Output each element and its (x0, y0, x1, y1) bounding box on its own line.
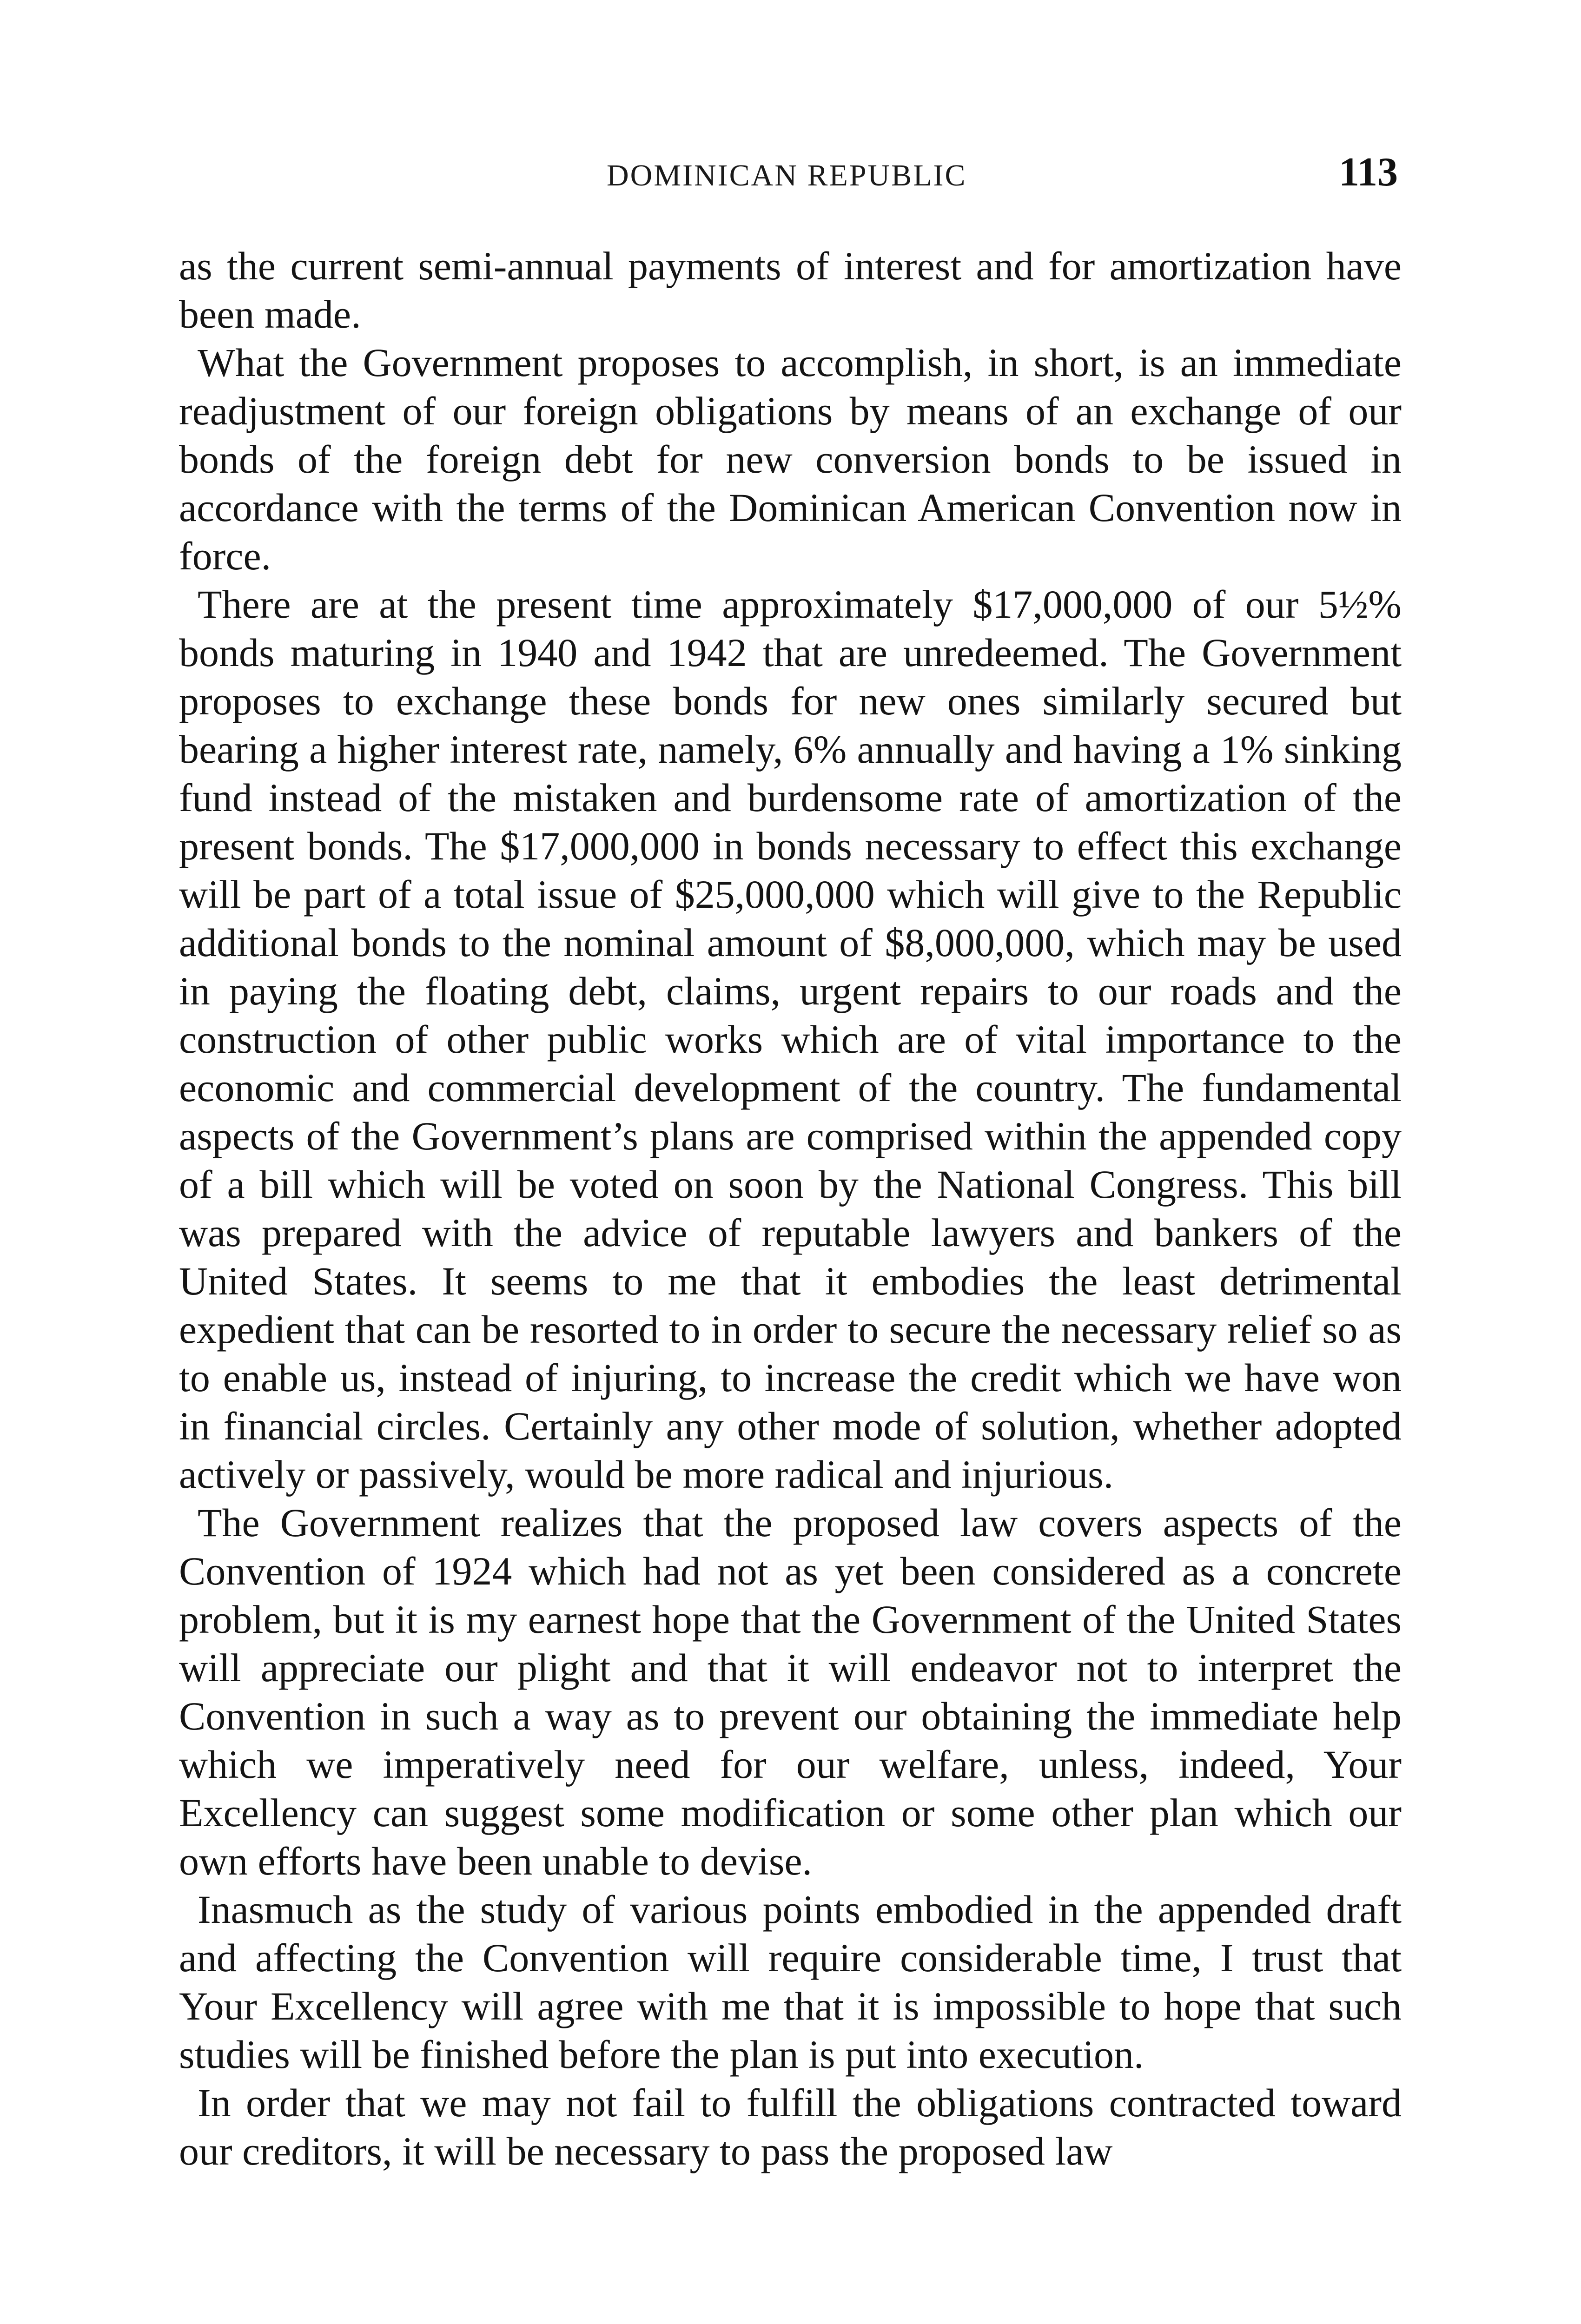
paragraph-continuation: as the current semi-annual payments of interest and for amortization have been made. (179, 244, 1402, 337)
paragraph: The Government realizes that the proposed law covers aspects of the Convention of 1924 which had not as yet been considered as a concrete problem, but it is my earnest hope that the Government of the United States will appreciate our plight and that it will endeavor not to interpret the Convention in such a way as to prevent our obtaining the immediate help which we imperatively need for our welfare, unless, indeed, Your Excellency can suggest some modification or some other plan which our own efforts have been unable to devise. (179, 1500, 1402, 1883)
running-head: DOMINICAN REPUBLIC (607, 158, 967, 192)
page-header (0, 150, 1581, 209)
page-number: 113 (1339, 150, 1398, 195)
paragraph: What the Government proposes to accomplish, in short, is an immediate readjustment of our foreign obligations by means of an exchange of our bonds of the foreign debt for new conversion bonds to be issued in accordance with the terms of the Dominican American Convention now in force. (179, 340, 1402, 578)
paragraph: There are at the present time approximately $17,000,000 of our 5½% bonds maturing in 1940 and 1942 that are unredeemed. The Government proposes to exchange these bonds for new ones similarly secured but bearing a higher interest rate, namely, 6% annually and having a 1% sinking fund instead of the mistaken and burdensome rate of amortization of the present bonds. The $17,000,000 in bonds necessary to effect this exchange will be part of a total issue of $25,000,000 which will give to the Republic additional bonds to the nominal amount of $8,000,000, which may be used in paying the floating debt, claims, urgent repairs to our roads and the construction of other public works which are of vital importance to the economic and commercial development of the country. The fundamental aspects of the Government’s plans are comprised within the appended copy of a bill which will be voted on soon by the National Congress. This bill was prepared with the advice of reputable lawyers and bankers of the United States. It seems to me that it embodies the least detrimental expedient that can be resorted to in order to secure the necessary relief so as to enable us, instead of injuring, to increase the credit which we have won in financial circles. Certainly any other mode of solution, whether adopted actively or passively, would be more radical and injurious. (179, 582, 1402, 1497)
body-text (179, 242, 1402, 2175)
paragraph: Inasmuch as the study of various points embodied in the appended draft and affecting the Convention will require considerable time, I trust that Your Excellency will agree with me that it is impossible to hope that such studies will be finished before the plan is put into execution. (179, 1887, 1402, 2077)
paragraph: In order that we may not fail to fulfill the obligations contracted toward our creditors, it will be necessary to pass the proposed law (179, 2080, 1402, 2173)
